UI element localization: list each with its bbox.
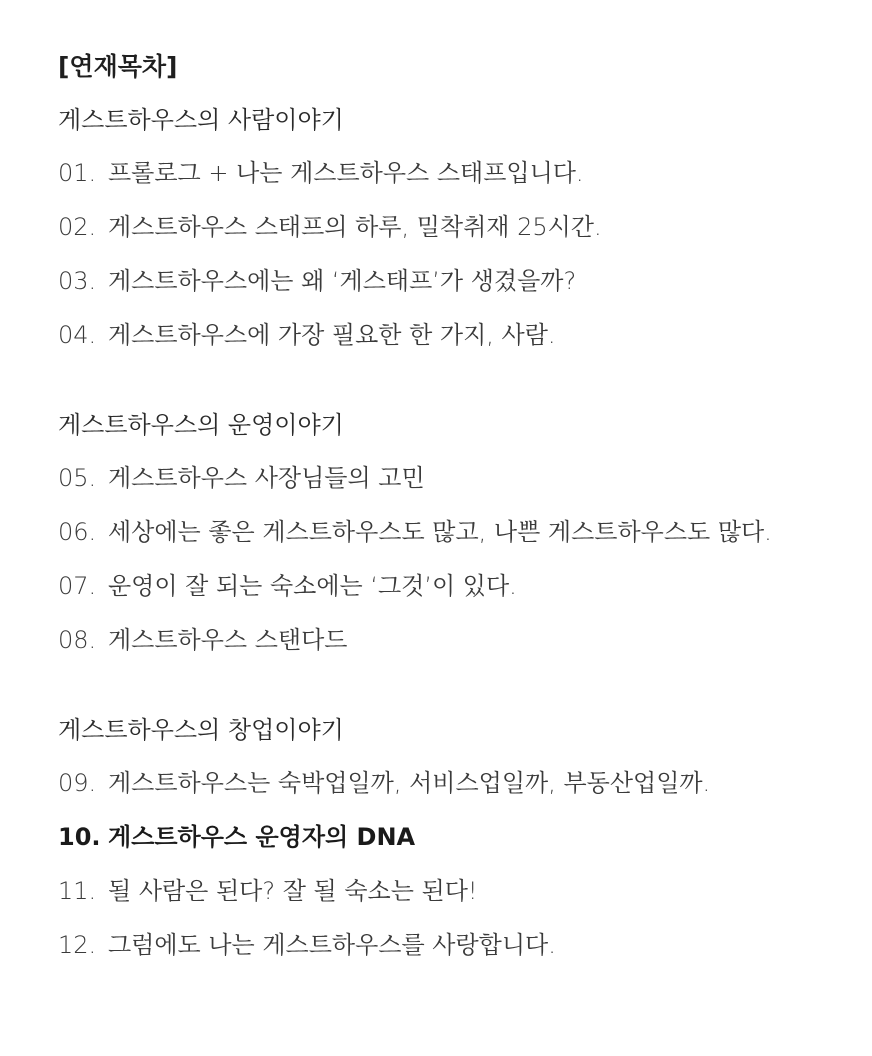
- toc-entry[interactable]: [58, 264, 832, 298]
- entry-title: 그럼에도 나는 게스트하우스를 사랑합니다.: [108, 931, 556, 959]
- toc-entry[interactable]: [58, 766, 832, 800]
- section-startup: [58, 713, 832, 962]
- section-title: 게스트하우스의 창업이야기: [58, 716, 344, 744]
- entry-title: 게스트하우스에 가장 필요한 한 가지, 사람.: [108, 321, 556, 349]
- entry-number: 11.: [58, 877, 97, 905]
- entry-title: 게스트하우스 스탠다드: [108, 626, 348, 654]
- entry-number: 10.: [58, 823, 101, 851]
- entry-title: 게스트하우스 스태프의 하루, 밀착취재 25시간.: [108, 213, 602, 241]
- toc-entry[interactable]: [58, 318, 832, 352]
- section-people: [58, 103, 832, 352]
- entry-list: [58, 766, 832, 962]
- entry-title: 게스트하우스는 숙박업일까, 서비스업일까, 부동산업일까.: [108, 769, 711, 797]
- entry-number: 05.: [58, 464, 97, 492]
- entry-number: 03.: [58, 267, 97, 295]
- toc-entry[interactable]: [58, 928, 832, 962]
- section-title: 게스트하우스의 운영이야기: [58, 411, 344, 439]
- section-title: 게스트하우스의 사람이야기: [58, 106, 344, 134]
- entry-title: 게스트하우스에는 왜 ‘게스태프’가 생겼을까?: [108, 267, 577, 295]
- entry-number: 06.: [58, 518, 97, 546]
- entry-list: [58, 461, 832, 657]
- toc-entry[interactable]: [58, 515, 832, 549]
- entry-number: 01.: [58, 159, 97, 187]
- entry-list: [58, 156, 832, 352]
- entry-number: 08.: [58, 626, 97, 654]
- toc-entry[interactable]: [58, 156, 832, 190]
- entry-title: 운영이 잘 되는 숙소에는 ‘그것’이 있다.: [108, 572, 517, 600]
- entry-number: 07.: [58, 572, 97, 600]
- entry-number: 04.: [58, 321, 97, 349]
- entry-number: 09.: [58, 769, 97, 797]
- entry-title: 게스트하우스 운영자의 DNA: [108, 823, 416, 851]
- toc-entry[interactable]: [58, 461, 832, 495]
- entry-title: 세상에는 좋은 게스트하우스도 많고, 나쁜 게스트하우스도 많다.: [108, 518, 772, 546]
- toc-entry[interactable]: [58, 210, 832, 244]
- entry-number: 02.: [58, 213, 97, 241]
- toc-entry-current[interactable]: [58, 820, 832, 854]
- entry-title: 게스트하우스 사장님들의 고민: [108, 464, 425, 492]
- toc-title: [연재목차]: [58, 52, 178, 81]
- entry-title: 프롤로그 + 나는 게스트하우스 스태프입니다.: [108, 159, 584, 187]
- toc-entry[interactable]: [58, 623, 832, 657]
- toc-entry[interactable]: [58, 569, 832, 603]
- entry-title: 될 사람은 된다? 잘 될 숙소는 된다!: [108, 877, 478, 905]
- section-operation: [58, 408, 832, 657]
- entry-number: 12.: [58, 931, 97, 959]
- toc-entry[interactable]: [58, 874, 832, 908]
